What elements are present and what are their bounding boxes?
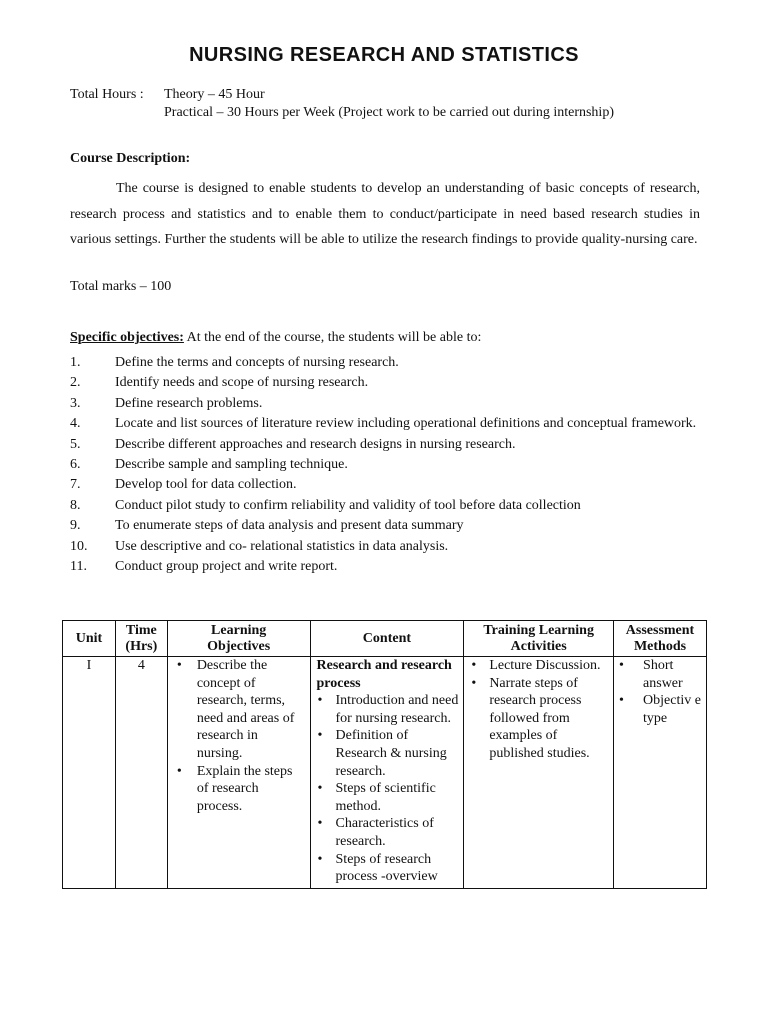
- objective-item: 4. Locate and list sources of literature review including operational definitions and conceptual framework.: [70, 416, 697, 432]
- cell-unit: I: [63, 657, 116, 889]
- objectives-list: [70, 354, 702, 578]
- specific-objectives-intro: At the end of the course, the students will be able to:: [183, 330, 482, 345]
- total-marks: Total marks – 100: [70, 279, 172, 294]
- document-title: NURSING RESEARCH AND STATISTICS: [189, 44, 579, 66]
- objective-item: 5. Describe different approaches and research designs in nursing research.: [70, 436, 516, 452]
- cell-time: 4: [115, 657, 167, 889]
- objective-item: 1. Define the terms and concepts of nursing research.: [70, 355, 399, 370]
- course-description: [70, 176, 700, 253]
- list-item: • Short answer: [617, 657, 703, 692]
- list-item: • Definition of Research & nursing research.: [314, 727, 461, 780]
- list-item: • Characteristics of research.: [314, 815, 461, 850]
- course-description-text: The course is designed to enable students to develop an understanding of basic concepts of research, research process and statistics and to enable them to conduct/participate in need based research studies in various settings. Further the students will be able to utilize the research findings to provide quality-nursing care.: [70, 181, 700, 247]
- practical-hours: Practical – 30 Hours per Week (Project work to be carried out during internship): [164, 105, 614, 120]
- table-row: [63, 657, 707, 889]
- total-hours-block: [70, 86, 614, 122]
- header-learning-objectives: Learning Objectives: [167, 621, 310, 657]
- objective-item: 8. Conduct pilot study to confirm reliability and validity of tool before data collection: [70, 497, 581, 513]
- table-header-row: [63, 621, 707, 657]
- header-unit: Unit: [63, 621, 116, 657]
- cell-objectives: [167, 657, 310, 889]
- list-item: • Explain the steps of research process.: [171, 763, 307, 816]
- theory-hours: Theory – 45 Hour: [164, 87, 265, 102]
- header-time: Time (Hrs): [115, 621, 167, 657]
- course-description-heading: Course Description:: [70, 151, 191, 166]
- list-item: • Objectiv e type: [617, 692, 703, 727]
- cell-activities: [464, 657, 614, 889]
- header-content: Content: [310, 621, 464, 657]
- specific-objectives-line: [70, 330, 481, 346]
- cell-content: [310, 657, 464, 889]
- cell-assessment: [614, 657, 707, 889]
- objective-item: 6. Describe sample and sampling technique.: [70, 456, 348, 472]
- objective-item: 3. Define research problems.: [70, 395, 263, 411]
- total-hours-label: Total Hours :: [70, 87, 144, 102]
- objective-item: 11. Conduct group project and write report.: [70, 558, 338, 574]
- list-item: • Narrate steps of research process followed from examples of published studies.: [467, 675, 610, 763]
- objective-item: 2. Identify needs and scope of nursing research.: [70, 375, 369, 391]
- list-item: • Introduction and need for nursing research.: [314, 692, 461, 727]
- objective-item: 10. Use descriptive and co- relational statistics in data analysis.: [70, 538, 449, 554]
- content-heading: Research and research process: [316, 658, 452, 691]
- objective-item: 7. Develop tool for data collection.: [70, 477, 297, 493]
- list-item: • Steps of scientific method.: [314, 780, 461, 815]
- specific-objectives-heading: Specific objectives:: [70, 330, 184, 345]
- course-table: [62, 620, 707, 889]
- objective-item: 9. To enumerate steps of data analysis and present data summary: [70, 518, 464, 534]
- list-item: • Steps of research process -overview: [314, 851, 461, 886]
- list-item: • Lecture Discussion.: [467, 657, 610, 675]
- header-assessment-methods: Assessment Methods: [614, 621, 707, 657]
- header-training-activities: Training Learning Activities: [464, 621, 614, 657]
- list-item: • Describe the concept of research, terms, need and areas of research in nursing.: [171, 657, 307, 763]
